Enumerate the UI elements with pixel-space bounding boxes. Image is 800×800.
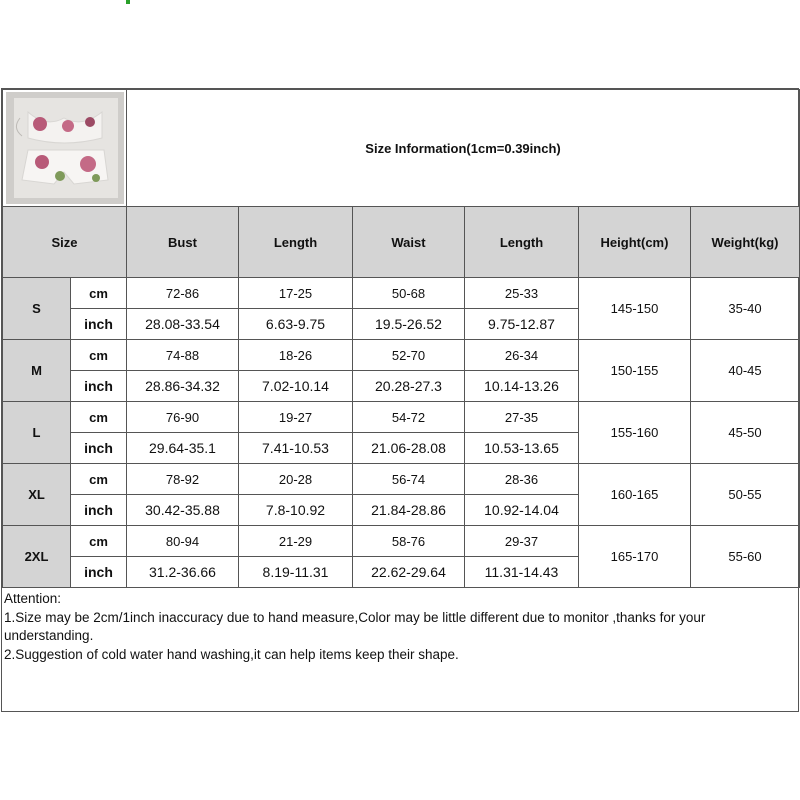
cell-height: 145-150: [579, 278, 691, 340]
notes-heading: Attention:: [4, 591, 62, 606]
header-waist: Waist: [353, 207, 465, 278]
header-bust: Bust: [127, 207, 239, 278]
unit-label-inch: inch: [71, 309, 127, 340]
size-label: L: [3, 402, 71, 464]
unit-label-inch: inch: [71, 433, 127, 464]
cell-weight: 50-55: [691, 464, 800, 526]
header-size: Size: [3, 207, 127, 278]
cell-cm: 54-72: [353, 402, 465, 433]
size-rows: [3, 278, 800, 588]
cell-height: 160-165: [579, 464, 691, 526]
cell-cm: 50-68: [353, 278, 465, 309]
cell-cm: 18-26: [239, 340, 353, 371]
cell-cm: 19-27: [239, 402, 353, 433]
cell-inch: 22.62-29.64: [353, 557, 465, 588]
cell-inch: 19.5-26.52: [353, 309, 465, 340]
table-row: [3, 526, 800, 557]
size-chart-sheet: [1, 88, 799, 712]
unit-label-cm: cm: [71, 402, 127, 433]
corner-marker: [126, 0, 130, 4]
cell-cm: 17-25: [239, 278, 353, 309]
note-item: 1.Size may be 2cm/1inch inaccuracy due to hand measure,Color may be little different due to monitor ,thanks for your understanding.: [4, 609, 706, 643]
header-height: Height(cm): [579, 207, 691, 278]
cell-inch: 30.42-35.88: [127, 495, 239, 526]
cell-cm: 56-74: [353, 464, 465, 495]
cell-cm: 52-70: [353, 340, 465, 371]
cell-cm: 58-76: [353, 526, 465, 557]
cell-cm: 74-88: [127, 340, 239, 371]
table-row: [3, 402, 800, 433]
unit-label-cm: cm: [71, 340, 127, 371]
cell-inch: 6.63-9.75: [239, 309, 353, 340]
attention-notes: [4, 590, 796, 664]
cell-weight: 35-40: [691, 278, 800, 340]
cell-inch: 11.31-14.43: [465, 557, 579, 588]
cell-cm: 26-34: [465, 340, 579, 371]
header-weight: Weight(kg): [691, 207, 800, 278]
cell-inch: 8.19-11.31: [239, 557, 353, 588]
unit-label-inch: inch: [71, 371, 127, 402]
cell-inch: 10.92-14.04: [465, 495, 579, 526]
cell-weight: 45-50: [691, 402, 800, 464]
cell-cm: 80-94: [127, 526, 239, 557]
cell-inch: 7.41-10.53: [239, 433, 353, 464]
header-top-length: Length: [239, 207, 353, 278]
cell-cm: 28-36: [465, 464, 579, 495]
cell-inch: 7.02-10.14: [239, 371, 353, 402]
cell-inch: 7.8-10.92: [239, 495, 353, 526]
cell-inch: 28.08-33.54: [127, 309, 239, 340]
size-label: M: [3, 340, 71, 402]
note-item: 2.Suggestion of cold water hand washing,it can help items keep their shape.: [4, 646, 459, 662]
cell-height: 165-170: [579, 526, 691, 588]
cell-cm: 29-37: [465, 526, 579, 557]
table-row: [3, 278, 800, 309]
cell-height: 150-155: [579, 340, 691, 402]
title-cell: [127, 90, 800, 207]
unit-label-cm: cm: [71, 278, 127, 309]
cell-inch: 21.84-28.86: [353, 495, 465, 526]
cell-cm: 76-90: [127, 402, 239, 433]
cell-inch: 31.2-36.66: [127, 557, 239, 588]
cell-height: 155-160: [579, 402, 691, 464]
unit-label-inch: inch: [71, 495, 127, 526]
cell-weight: 40-45: [691, 340, 800, 402]
unit-label-cm: cm: [71, 464, 127, 495]
cell-inch: 10.14-13.26: [465, 371, 579, 402]
header-row: [3, 207, 800, 278]
cell-cm: 27-35: [465, 402, 579, 433]
cell-inch: 29.64-35.1: [127, 433, 239, 464]
product-photo-cell: [3, 90, 127, 207]
size-label: XL: [3, 464, 71, 526]
cell-inch: 28.86-34.32: [127, 371, 239, 402]
table-row: [3, 464, 800, 495]
cell-weight: 55-60: [691, 526, 800, 588]
cell-cm: 78-92: [127, 464, 239, 495]
cell-cm: 25-33: [465, 278, 579, 309]
cell-inch: 9.75-12.87: [465, 309, 579, 340]
size-label: 2XL: [3, 526, 71, 588]
header-bottom-length: Length: [465, 207, 579, 278]
cell-inch: 21.06-28.08: [353, 433, 465, 464]
unit-label-cm: cm: [71, 526, 127, 557]
cell-cm: 21-29: [239, 526, 353, 557]
cell-cm: 20-28: [239, 464, 353, 495]
table-row: [3, 340, 800, 371]
size-table: [2, 89, 800, 588]
product-photo: [6, 92, 124, 204]
unit-label-inch: inch: [71, 557, 127, 588]
cell-cm: 72-86: [127, 278, 239, 309]
size-label: S: [3, 278, 71, 340]
page-title: Size Information(1cm=0.39inch): [365, 140, 561, 156]
cell-inch: 10.53-13.65: [465, 433, 579, 464]
cell-inch: 20.28-27.3: [353, 371, 465, 402]
